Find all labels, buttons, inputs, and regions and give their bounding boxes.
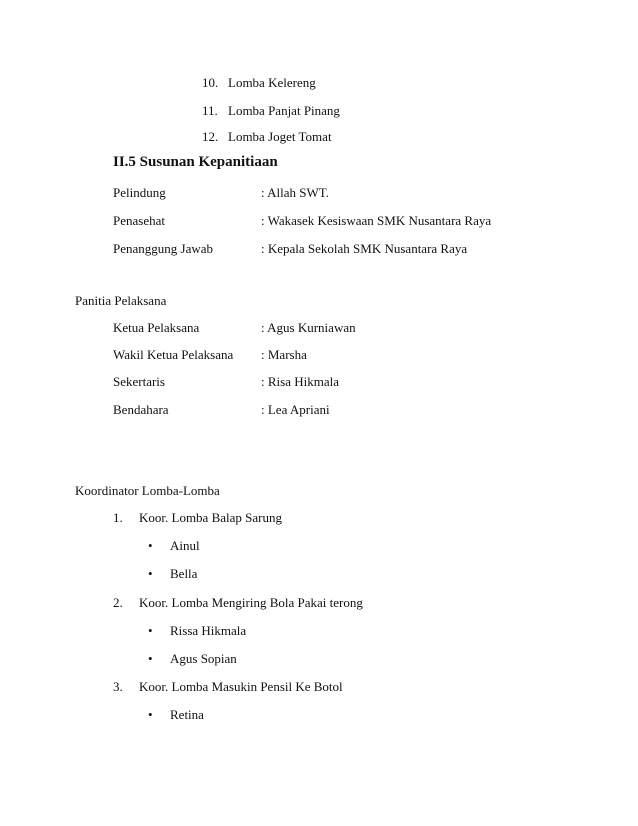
list-text: Lomba Panjat Pinang bbox=[228, 103, 340, 118]
bullet-icon: • bbox=[148, 623, 153, 638]
member-item bbox=[148, 651, 237, 667]
panitia-value: : Agus Kurniawan bbox=[261, 320, 356, 335]
pengurus-value: : Allah SWT. bbox=[261, 185, 330, 200]
list-number: 12. bbox=[202, 129, 219, 144]
panitia-label: Ketua Pelaksana bbox=[113, 320, 200, 335]
list-item bbox=[202, 129, 332, 145]
panitia-value: : Lea Apriani bbox=[261, 402, 330, 417]
member-name: Agus Sopian bbox=[170, 651, 237, 666]
member-name: Retina bbox=[170, 707, 204, 722]
panitia-label: Wakil Ketua Pelaksana bbox=[113, 347, 234, 362]
pengurus-label: Pelindung bbox=[113, 185, 166, 200]
member-name: Ainul bbox=[170, 538, 200, 553]
list-text: Koor. Lomba Masukin Pensil Ke Botol bbox=[139, 679, 343, 694]
list-number: 11. bbox=[202, 103, 218, 118]
bullet-icon: • bbox=[148, 707, 153, 722]
list-item bbox=[202, 75, 316, 91]
pengurus-label: Penanggung Jawab bbox=[113, 241, 214, 256]
panitia-value: : Marsha bbox=[261, 347, 307, 362]
koordinator-item bbox=[113, 679, 343, 695]
list-text: Lomba Joget Tomat bbox=[228, 129, 332, 144]
panitia-title: Panitia Pelaksana bbox=[75, 293, 167, 308]
list-number: 3. bbox=[113, 679, 123, 694]
member-item bbox=[148, 623, 246, 639]
koordinator-item bbox=[113, 595, 363, 611]
member-item bbox=[148, 538, 200, 554]
member-item bbox=[148, 707, 204, 723]
pengurus-value: : Wakasek Kesiswaan SMK Nusantara Raya bbox=[261, 213, 492, 228]
list-number: 2. bbox=[113, 595, 123, 610]
bullet-icon: • bbox=[148, 566, 153, 581]
list-text: Koor. Lomba Mengiring Bola Pakai terong bbox=[139, 595, 363, 610]
bullet-icon: • bbox=[148, 651, 153, 666]
panitia-label: Sekertaris bbox=[113, 374, 165, 389]
pengurus-label: Penasehat bbox=[113, 213, 165, 228]
list-text: Koor. Lomba Balap Sarung bbox=[139, 510, 282, 525]
pengurus-value: : Kepala Sekolah SMK Nusantara Raya bbox=[261, 241, 468, 256]
panitia-value: : Risa Hikmala bbox=[261, 374, 339, 389]
list-item bbox=[202, 103, 340, 119]
list-text: Lomba Kelereng bbox=[228, 75, 316, 90]
koordinator-item bbox=[113, 510, 282, 526]
list-number: 1. bbox=[113, 510, 123, 525]
member-name: Rissa Hikmala bbox=[170, 623, 247, 638]
panitia-label: Bendahara bbox=[113, 402, 169, 417]
bullet-icon: • bbox=[148, 538, 153, 553]
list-number: 10. bbox=[202, 75, 219, 90]
member-item bbox=[148, 566, 197, 582]
koordinator-title: Koordinator Lomba-Lomba bbox=[75, 483, 220, 498]
section-heading: II.5 Susunan Kepanitiaan bbox=[113, 154, 278, 170]
member-name: Bella bbox=[170, 566, 198, 581]
